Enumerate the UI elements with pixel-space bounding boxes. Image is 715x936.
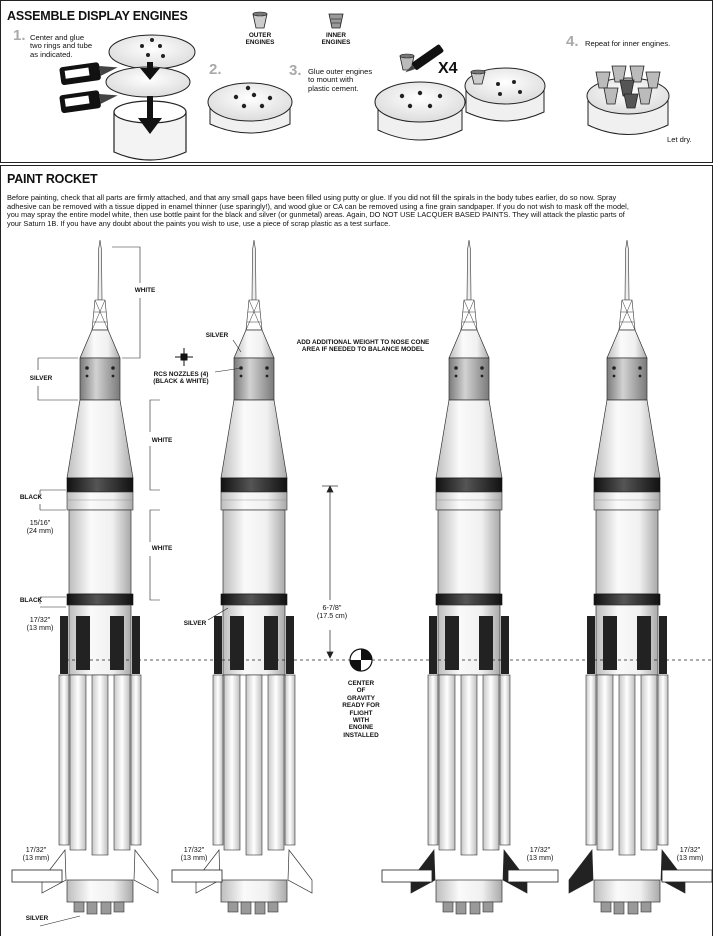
step4-full-cluster	[587, 66, 669, 135]
rocket-4	[569, 240, 685, 914]
dim-17-32-d: 17/32" (13 mm)	[526, 845, 554, 862]
paint-instructions: Before painting, check that all parts are firmly attached, and that any small gaps have been filled using putty or glue. If you did not fill the spirals in the body tubes earlier, do so now. Spray adhesive can be removed with a tissue dipped in enamel thinner (use sparingly!), and wood glue or CA can be removed using a fine grain sandpaper. If you do not wish to mask off the model, you may spray the entire model white, then use bottle paint for the black and silver (or gunmetal) areas. Again, DO NOT USE LACQUER BASED PAINTS. They will attack the plastic parts of your Saturn 1B. If you have any doubt about the paints you wish to use, use a piece of scrap plastic as a test surface.	[7, 193, 629, 228]
label-silver-mid: SILVER	[183, 620, 207, 627]
step-4-number: 4.	[566, 33, 579, 50]
label-silver-top: SILVER	[205, 332, 229, 339]
multiplier-x4: X4	[438, 60, 458, 77]
step3-glue-engines	[375, 44, 545, 140]
dim-15-16: 15/16" (24 mm)	[26, 518, 54, 535]
outer-engines-label: OUTER ENGINES	[245, 32, 275, 47]
assemble-title: ASSEMBLE DISPLAY ENGINES	[7, 9, 188, 23]
step-2-number: 2.	[209, 61, 222, 78]
dim-6-7-8-line	[322, 486, 338, 658]
label-white-mid: WHITE	[151, 437, 173, 444]
dim-17-32-e: 17/32" (13 mm)	[676, 845, 704, 862]
dim-17-32-a: 17/32" (13 mm)	[26, 615, 54, 632]
rcs-nozzle-icon	[175, 348, 193, 366]
step-3-text: Glue outer engines to mount with plastic cement.	[308, 67, 373, 93]
dim-6-7-8: 6-7/8" (17.5 cm)	[316, 603, 348, 620]
let-dry-text: Let dry.	[667, 135, 692, 144]
label-white-top: WHITE	[134, 287, 156, 294]
paint-title: PAINT ROCKET	[7, 172, 98, 186]
label-black-2: BLACK	[19, 597, 43, 604]
step1-exploded-view	[59, 35, 195, 160]
step-3-number: 3.	[289, 62, 302, 79]
label-white-low: WHITE	[151, 545, 173, 552]
inner-engines-label: INNER ENGINES	[321, 32, 351, 47]
step-4-text: Repeat for inner engines.	[585, 39, 671, 48]
rocket-1	[42, 240, 158, 914]
cg-symbol	[350, 649, 372, 671]
label-silver-bottom: SILVER	[25, 915, 49, 922]
step-1-number: 1.	[13, 27, 26, 44]
label-black-1: BLACK	[19, 494, 43, 501]
step-1-text: Center and glue two rings and tube as indicated.	[30, 33, 93, 59]
dim-17-32-c: 17/32" (13 mm)	[180, 845, 208, 862]
inner-engine-icon	[329, 14, 343, 28]
label-rcs-nozzles: RCS NOZZLES (4) (BLACK & WHITE)	[153, 371, 209, 386]
weight-note: ADD ADDITIONAL WEIGHT TO NOSE CONE AREA IF NEEDED TO BALANCE MODEL	[296, 339, 430, 354]
dim-17-32-b: 17/32" (13 mm)	[22, 845, 50, 862]
outer-engine-icon	[253, 12, 267, 28]
center-of-gravity-label: CENTER OF GRAVITY READY FOR FLIGHT WITH ENGINE INSTALLED	[342, 680, 380, 739]
step2-engine-mount	[208, 83, 292, 133]
label-silver-left: SILVER	[29, 375, 53, 382]
